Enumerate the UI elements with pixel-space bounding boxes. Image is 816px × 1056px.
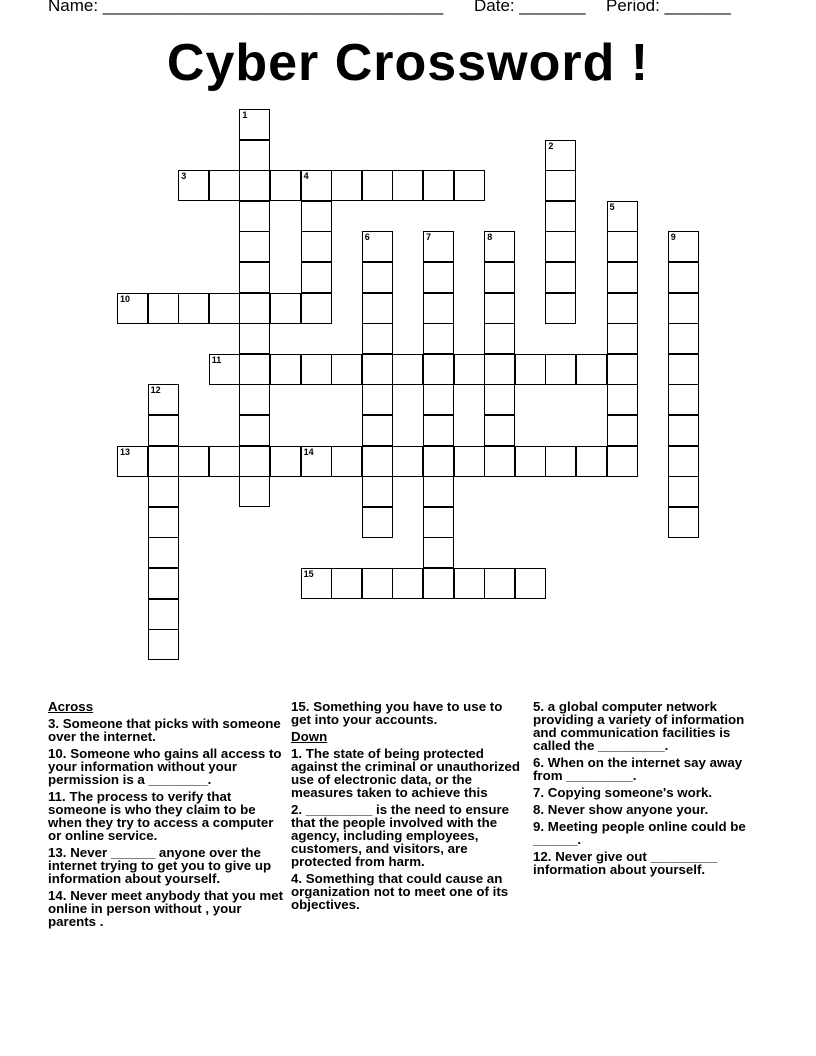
crossword-cell[interactable] bbox=[484, 446, 515, 477]
crossword-cell[interactable] bbox=[239, 446, 270, 477]
crossword-cell[interactable] bbox=[423, 231, 454, 262]
clue-number-label: 13 bbox=[120, 446, 131, 457]
crossword-cell[interactable] bbox=[454, 170, 485, 201]
crossword-cell[interactable] bbox=[668, 384, 699, 415]
crossword-cell[interactable] bbox=[148, 507, 179, 538]
crossword-cell[interactable] bbox=[239, 140, 270, 171]
crossword-cell[interactable] bbox=[484, 415, 515, 446]
crossword-cell[interactable] bbox=[668, 354, 699, 385]
crossword-cell[interactable] bbox=[668, 476, 699, 507]
crossword-cell[interactable] bbox=[362, 476, 393, 507]
crossword-cell[interactable] bbox=[270, 354, 301, 385]
crossword-cell[interactable] bbox=[392, 170, 423, 201]
clue-across-14: 14. Never meet anybody that you met online in person without , your parents . bbox=[48, 888, 284, 929]
clue-down-2: 2. _________ is the need to ensure that the people involved with the agency, including employees, customers, and visitors, are protected from harm. bbox=[291, 802, 510, 869]
crossword-cell[interactable] bbox=[607, 384, 638, 415]
clue-across-13: 13. Never ______ anyone over the internet trying to get you to give up information about yourself. bbox=[48, 845, 272, 886]
crossword-cell[interactable] bbox=[239, 323, 270, 354]
crossword-cell[interactable] bbox=[239, 293, 270, 324]
clue-down-4: 4. Something that could cause an organization not to meet one of its objectives. bbox=[291, 871, 509, 912]
crossword-cell[interactable] bbox=[148, 476, 179, 507]
crossword-cell[interactable] bbox=[301, 170, 332, 201]
crossword-cell[interactable] bbox=[178, 446, 209, 477]
period-field[interactable]: Period: _______ bbox=[606, 0, 731, 15]
clue-across-3: 3. Someone that picks with someone over the internet. bbox=[48, 716, 281, 744]
crossword-cell[interactable] bbox=[576, 354, 607, 385]
crossword-cell[interactable] bbox=[301, 262, 332, 293]
crossword-cell[interactable] bbox=[484, 354, 515, 385]
crossword-cell[interactable] bbox=[301, 446, 332, 477]
page-title: Cyber Crossword ! bbox=[166, 34, 650, 92]
clue-number-label: 10 bbox=[120, 293, 131, 304]
crossword-cell[interactable] bbox=[545, 293, 576, 324]
crossword-cell[interactable] bbox=[668, 262, 699, 293]
crossword-cell[interactable] bbox=[209, 170, 240, 201]
crossword-cell[interactable] bbox=[301, 568, 332, 599]
clue-down-8: 8. Never show anyone your. bbox=[533, 802, 709, 817]
crossword-cell[interactable] bbox=[331, 568, 362, 599]
clue-number-label: 7 bbox=[426, 232, 432, 243]
crossword-cell[interactable] bbox=[270, 446, 301, 477]
crossword-cell[interactable] bbox=[148, 415, 179, 446]
clue-number-label: 2 bbox=[548, 140, 554, 151]
clue-down-9: 9. Meeting people online could be ______. bbox=[533, 819, 746, 847]
crossword-cell[interactable] bbox=[239, 415, 270, 446]
clue-down-7: 7. Copying someone's work. bbox=[533, 785, 713, 800]
crossword-cell[interactable] bbox=[423, 384, 454, 415]
crossword-cell[interactable] bbox=[239, 109, 270, 140]
crossword-cell[interactable] bbox=[607, 201, 638, 232]
crossword-cell[interactable] bbox=[362, 568, 393, 599]
crossword-cell[interactable] bbox=[392, 446, 423, 477]
crossword-cell[interactable] bbox=[270, 170, 301, 201]
crossword-cell[interactable] bbox=[148, 384, 179, 415]
crossword-cell[interactable] bbox=[178, 293, 209, 324]
date-field[interactable]: Date: _______ bbox=[474, 0, 586, 15]
crossword-cell[interactable] bbox=[239, 231, 270, 262]
crossword-cell[interactable] bbox=[545, 201, 576, 232]
crossword-cell[interactable] bbox=[545, 354, 576, 385]
crossword-cell[interactable] bbox=[423, 507, 454, 538]
crossword-cell[interactable] bbox=[301, 231, 332, 262]
crossword-cell[interactable] bbox=[117, 446, 148, 477]
crossword-cell[interactable] bbox=[515, 354, 546, 385]
crossword-cell[interactable] bbox=[484, 231, 515, 262]
crossword-cell[interactable] bbox=[454, 354, 485, 385]
crossword-cell[interactable] bbox=[331, 446, 362, 477]
crossword-cell[interactable] bbox=[239, 170, 270, 201]
crossword-cell[interactable] bbox=[607, 354, 638, 385]
clue-number-label: 9 bbox=[670, 232, 676, 243]
crossword-cell[interactable] bbox=[362, 262, 393, 293]
clue-down-5: 5. a global computer network providing a variety of information and communication facilities is called the _________. bbox=[533, 699, 745, 753]
crossword-cell[interactable] bbox=[331, 170, 362, 201]
crossword-cell[interactable] bbox=[668, 446, 699, 477]
crossword-cell[interactable] bbox=[545, 446, 576, 477]
clue-number-label: 15 bbox=[303, 569, 314, 579]
crossword-cell[interactable] bbox=[423, 446, 454, 477]
crossword-cell[interactable] bbox=[148, 599, 179, 630]
clue-column-3 bbox=[533, 700, 769, 880]
crossword-cell[interactable] bbox=[148, 629, 179, 660]
name-field[interactable]: Name: ____________________________________ bbox=[48, 0, 444, 15]
crossword-cell[interactable] bbox=[607, 415, 638, 446]
crossword-cell[interactable] bbox=[515, 568, 546, 599]
clue-column-1 bbox=[48, 700, 284, 932]
crossword-cell[interactable] bbox=[392, 354, 423, 385]
crossword-cell[interactable] bbox=[423, 537, 454, 568]
crossword-cell[interactable] bbox=[607, 262, 638, 293]
crossword-cell[interactable] bbox=[239, 262, 270, 293]
crossword-cell[interactable] bbox=[423, 293, 454, 324]
crossword-cell[interactable] bbox=[545, 140, 576, 171]
crossword-cell[interactable] bbox=[668, 231, 699, 262]
crossword-cell[interactable] bbox=[668, 293, 699, 324]
crossword-cell[interactable] bbox=[484, 568, 515, 599]
crossword-cell[interactable] bbox=[423, 415, 454, 446]
crossword-cell[interactable] bbox=[423, 476, 454, 507]
crossword-cell[interactable] bbox=[545, 231, 576, 262]
crossword-cell[interactable] bbox=[148, 446, 179, 477]
across-heading: Across bbox=[48, 699, 94, 714]
crossword-cell[interactable] bbox=[362, 415, 393, 446]
crossword-cell[interactable] bbox=[148, 568, 179, 599]
clue-across-15: 15. Something you have to use to get into your accounts. bbox=[291, 699, 503, 727]
clue-down-12: 12. Never give out _________ information about yourself. bbox=[533, 849, 718, 877]
crossword-cell[interactable] bbox=[545, 262, 576, 293]
clue-number-label: 6 bbox=[364, 232, 370, 243]
clue-number-label: 3 bbox=[181, 171, 187, 182]
crossword-cell[interactable] bbox=[423, 568, 454, 599]
crossword-cell[interactable] bbox=[362, 446, 393, 477]
crossword-cell[interactable] bbox=[392, 568, 423, 599]
crossword-cell[interactable] bbox=[209, 446, 240, 477]
crossword-cell[interactable] bbox=[270, 293, 301, 324]
clue-number-label: 8 bbox=[487, 232, 493, 243]
crossword-cell[interactable] bbox=[484, 323, 515, 354]
crossword-cell[interactable] bbox=[668, 415, 699, 446]
clue-down-1: 1. The state of being protected against the criminal or unauthorized use of electronic data, or the measures taken to achieve this bbox=[291, 746, 521, 800]
crossword-cell[interactable] bbox=[362, 507, 393, 538]
crossword-cell[interactable] bbox=[454, 446, 485, 477]
crossword-cell[interactable] bbox=[239, 476, 270, 507]
crossword-cell[interactable] bbox=[301, 354, 332, 385]
crossword-cell[interactable] bbox=[148, 537, 179, 568]
crossword-cell[interactable] bbox=[209, 354, 240, 385]
crossword-cell[interactable] bbox=[362, 354, 393, 385]
crossword-cell[interactable] bbox=[607, 231, 638, 262]
crossword-cell[interactable] bbox=[209, 293, 240, 324]
clue-across-11: 11. The process to verify that someone is who they claim to be when they try to access a computer or online service. bbox=[48, 789, 274, 843]
clue-across-10: 10. Someone who gains all access to your information without your permission is a ________. bbox=[48, 746, 282, 787]
crossword-cell[interactable] bbox=[484, 384, 515, 415]
crossword-cell[interactable] bbox=[239, 354, 270, 385]
clue-number-label: 11 bbox=[211, 354, 222, 365]
clue-down-6: 6. When on the internet say away from _________. bbox=[533, 755, 743, 783]
crossword-cell[interactable] bbox=[484, 293, 515, 324]
clue-number-label: 14 bbox=[303, 446, 314, 457]
crossword-cell[interactable] bbox=[362, 323, 393, 354]
clue-number-label: 5 bbox=[609, 201, 615, 212]
down-heading: Down bbox=[291, 729, 328, 744]
crossword-cell[interactable] bbox=[607, 446, 638, 477]
crossword-cell[interactable] bbox=[423, 323, 454, 354]
crossword-cell[interactable] bbox=[607, 323, 638, 354]
crossword-cell[interactable] bbox=[423, 354, 454, 385]
crossword-cell[interactable] bbox=[362, 384, 393, 415]
crossword-cell[interactable] bbox=[576, 446, 607, 477]
clue-number-label: 1 bbox=[242, 110, 248, 120]
crossword-cell[interactable] bbox=[545, 170, 576, 201]
crossword-cell[interactable] bbox=[301, 201, 332, 232]
crossword-cell[interactable] bbox=[362, 293, 393, 324]
crossword-cell[interactable] bbox=[362, 231, 393, 262]
crossword-cell[interactable] bbox=[484, 262, 515, 293]
crossword-cell[interactable] bbox=[362, 170, 393, 201]
crossword-cell[interactable] bbox=[117, 293, 148, 324]
crossword-cell[interactable] bbox=[423, 262, 454, 293]
crossword-cell[interactable] bbox=[148, 293, 179, 324]
crossword-cell[interactable] bbox=[668, 323, 699, 354]
clue-number-label: 12 bbox=[150, 385, 161, 396]
crossword-cell[interactable] bbox=[607, 293, 638, 324]
crossword-cell[interactable] bbox=[423, 170, 454, 201]
crossword-cell[interactable] bbox=[239, 201, 270, 232]
crossword-cell[interactable] bbox=[331, 354, 362, 385]
crossword-cell[interactable] bbox=[515, 446, 546, 477]
crossword-cell[interactable] bbox=[178, 170, 209, 201]
clue-number-label: 4 bbox=[303, 171, 309, 182]
crossword-cell[interactable] bbox=[454, 568, 485, 599]
crossword-cell[interactable] bbox=[301, 293, 332, 324]
crossword-cell[interactable] bbox=[668, 507, 699, 538]
clue-column-2 bbox=[291, 700, 525, 915]
crossword-cell[interactable] bbox=[239, 384, 270, 415]
